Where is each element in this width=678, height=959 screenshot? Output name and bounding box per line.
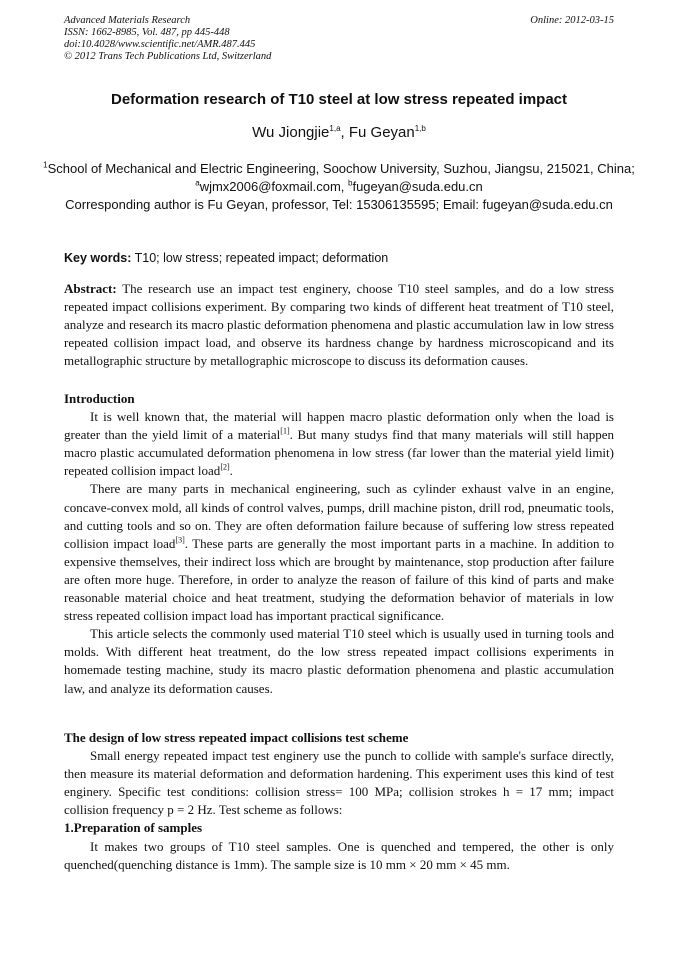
design-section (64, 729, 614, 874)
keywords (64, 251, 388, 265)
intro-paragraph-2 (64, 480, 614, 625)
email-b-sup: b (348, 178, 353, 188)
journal-name: Advanced Materials Research (64, 15, 191, 26)
text: . (229, 463, 233, 479)
text: It is well known that, the material will happen macro plastic deformation only when the load is greater than the yield limit of a material (64, 409, 614, 443)
journal-header (64, 15, 271, 63)
intro-paragraph-1 (64, 408, 614, 480)
corresponding-author: Corresponding author is Fu Geyan, professor, Tel: 15306135595; Email: fugeyan@suda.edu.cn (65, 196, 613, 212)
authors (0, 124, 678, 141)
copyright: © 2012 Trans Tech Publications Ltd, Switzerland (64, 51, 272, 62)
affil-sup: 1 (43, 160, 48, 170)
design-heading: The design of low stress repeated impact collisions test scheme (64, 730, 409, 745)
online-date: Online: 2012-03-15 (530, 15, 614, 26)
abstract (64, 280, 614, 370)
author-1-sup: 1,a (329, 124, 341, 133)
text: . But many studys find that many materials will still happen macro plastic accumulated deformation phenomena in low stress (far lower than the material yield limit) repeated collision impact load (64, 427, 614, 479)
author-2: Fu Geyan (348, 124, 415, 141)
author-2-sup: 1,b (414, 124, 426, 133)
issn: ISSN: 1662-8985, Vol. 487, pp 445-448 (64, 27, 230, 38)
abstract-text: The research use an impact test enginery, choose T10 steel samples, and do a low stress repeated impact collisions experiment. By comparing two kinds of different heat treatment of T10 steel, analyze and research its macro plastic deformation phenomena and plastic accumulation law in low stress repeated collision impact load, and observe its hardness change by hardness microscopicand and its metallographic structure by metallographic microscope to discuss its deformation causes. (64, 281, 614, 369)
email-a-sup: a (195, 178, 200, 188)
email-a: wjmx2006@foxmail.com, (199, 178, 348, 194)
design-paragraph-2: It makes two groups of T10 steel samples. One is quenched and tempered, the other is only quenched(quenching distance is 1mm). The sample size is 10 mm × 20 mm × 45 mm. (64, 838, 614, 872)
citation: [1] (280, 426, 290, 436)
text: . These parts are generally the most important parts in a machine. In addition to expensive themselves, their indirect loss which are brought by maintenance, stop production after failure are often more huge. Therefore, in order to analyze the reason of failure of this kind of parts and make reasonable material choice and heat treatment, studying the deformation behavior of materials in low stress repeated collision impact load has important practical significance. (64, 535, 614, 624)
design-paragraph-1: Small energy repeated impact test enginery use the punch to collide with sample's surface directly, then measure its material deformation and deformation hardening. This experiment uses this kind of test enginery. Specific test conditions: collision stress= 100 MPa; collision strokes h = 17 mm; impact collision frequency p = 2 Hz. Test scheme as follows: (64, 748, 614, 818)
abstract-label: Abstract: (64, 281, 117, 296)
author-1: Wu Jiongjie (252, 124, 330, 141)
introduction-heading: Introduction (64, 391, 135, 406)
paper-title: Deformation research of T10 steel at low stress repeated impact (111, 91, 567, 108)
citation: [2] (220, 463, 230, 473)
doi: doi:10.4028/www.scientific.net/AMR.487.445 (64, 39, 256, 50)
author-sep: , (340, 124, 349, 141)
keywords-label: Key words: (64, 251, 132, 265)
preparation-heading: 1.Preparation of samples (64, 820, 203, 836)
text: There are many parts in mechanical engineering, such as cylinder exhaust valve in an engine, concave-convex mold, all kinds of control valves, pumps, drill machine piston, drill rod, pneumatic tools, and cutting tools and so on. They are often deformation failure because of suffering low stress repeated collision impact load (64, 481, 614, 551)
intro-paragraph-3: This article selects the commonly used material T10 steel which is usually used in turning tools and molds. With different heat treatment, do the low stress repeated impact collisions experiments in homemade testing machine, study its macro plastic deformation phenomena and plastic accumulation law, and analyze its deformation causes. (64, 626, 614, 696)
introduction-section (64, 390, 614, 698)
email-b: fugeyan@suda.edu.cn (352, 178, 483, 194)
affiliation-text: School of Mechanical and Electric Engineering, Soochow University, Suzhou, Jiangsu, 215021, China; (47, 161, 635, 176)
keywords-text: T10; low stress; repeated impact; deformation (131, 251, 389, 265)
affiliation (40, 160, 638, 213)
citation: [3] (175, 535, 185, 545)
